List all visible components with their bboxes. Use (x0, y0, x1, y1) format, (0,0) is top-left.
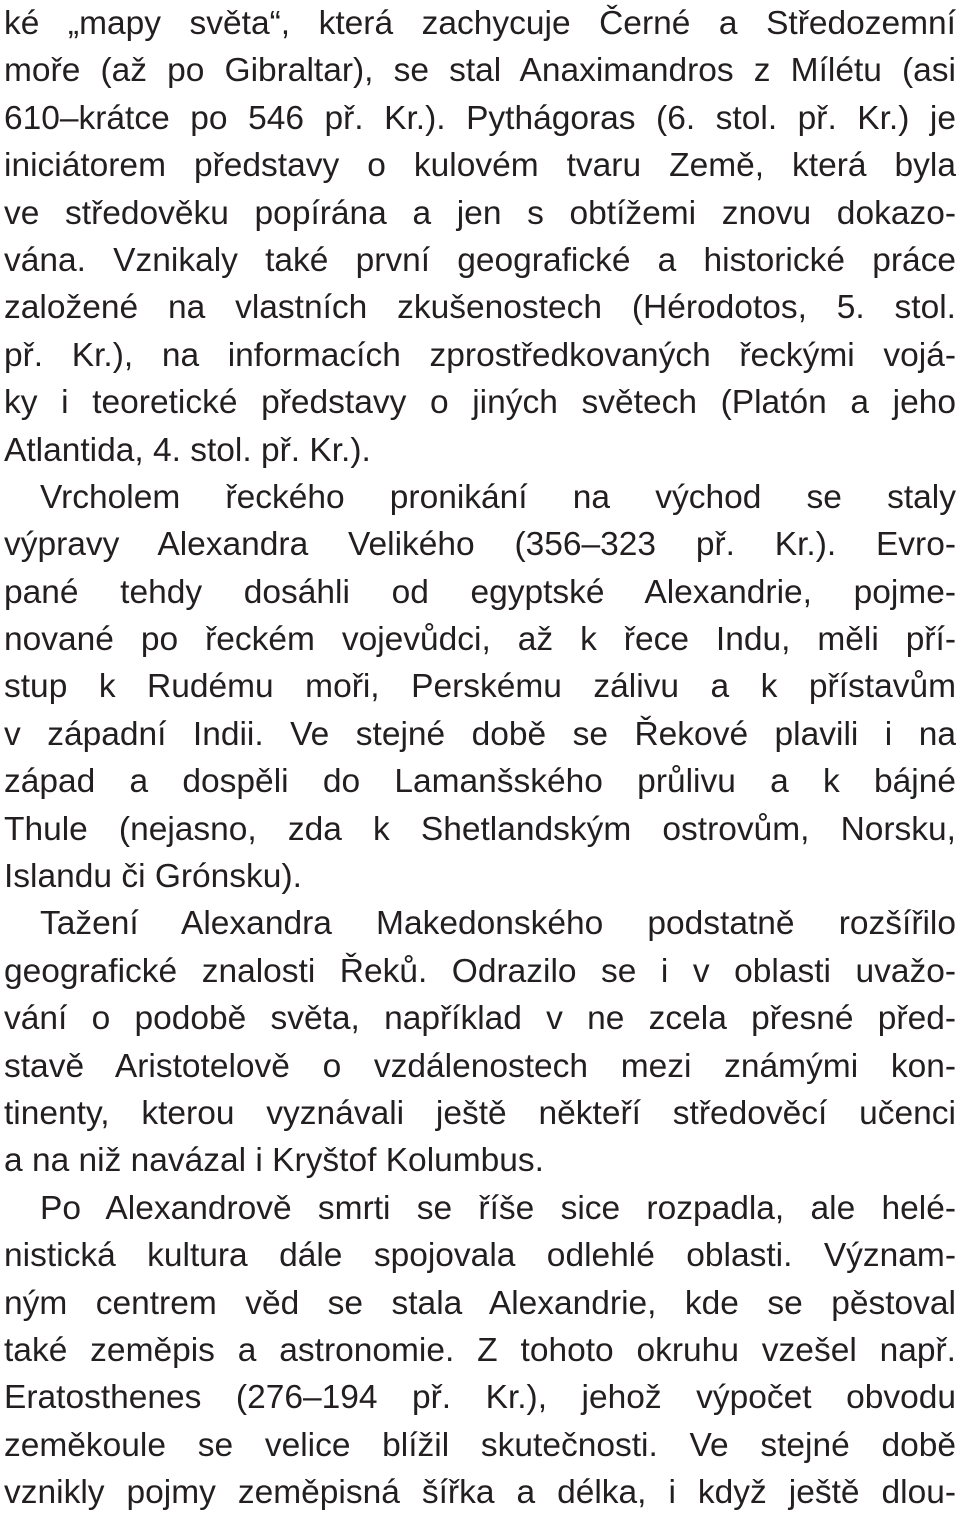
paragraph (4, 1185, 956, 1517)
text-line: Atlantida, 4. stol. př. Kr.). (4, 431, 371, 469)
text-line: vána. Vznikaly také první geografické a historické práce (4, 241, 956, 279)
text-line: v západní Indii. Ve stejné době se Řekové plavili i na (4, 715, 956, 753)
text-line: tinenty, kterou vyznávali ještě někteří středověcí učenci (4, 1094, 956, 1132)
paragraph (4, 474, 956, 901)
text-line: iniciátorem představy o kulovém tvaru Země, která byla (4, 147, 956, 185)
text-line: nistická kultura dále spojovala odlehlé oblasti. Význam- (4, 1237, 956, 1275)
text-line: ky i teoretické představy o jiných světech (Platón a jeho (4, 384, 956, 422)
text-line: geografické znalosti Řeků. Odrazilo se i v oblasti uvažo- (4, 952, 956, 990)
paragraph (4, 0, 956, 474)
text-line: také zeměpis a astronomie. Z tohoto okruhu vzešel např. (4, 1331, 956, 1369)
paragraph (4, 900, 956, 1184)
text-line: Po Alexandrově smrti se říše sice rozpadla, ale helé- (40, 1189, 956, 1227)
text-line: stup k Rudému moři, Perskému zálivu a k přístavům (4, 668, 956, 706)
text-line: zeměkoule se velice blížil skutečnosti. Ve stejné době (4, 1426, 956, 1464)
text-line: a na niž navázal i Kryštof Kolumbus. (4, 1142, 544, 1180)
text-line: ve středověku popírána a jen s obtížemi znovu dokazo- (4, 194, 956, 232)
text-line: vznikly pojmy zeměpisná šířka a délka, i když ještě dlou- (4, 1474, 956, 1512)
text-line: ným centrem věd se stala Alexandrie, kde se pěstoval (4, 1284, 956, 1322)
text-line: západ a dospěli do Lamanšského průlivu a k bájné (4, 763, 956, 801)
text-line: založené na vlastních zkušenostech (Hérodotos, 5. stol. (4, 289, 956, 327)
text-line: vání o podobě světa, například v ne zcela přesné před- (4, 1000, 956, 1038)
text-line: výpravy Alexandra Velikého (356–323 př. Kr.). Evro- (4, 526, 956, 564)
text-line: 610–krátce po 546 př. Kr.). Pythágoras (6. stol. př. Kr.) je (4, 99, 956, 137)
text-line: nované po řeckém vojevůdci, až k řece Indu, měli pří- (4, 621, 956, 659)
text-line: Islandu či Grónsku). (4, 858, 302, 896)
text-line: př. Kr.), na informacích zprostředkovaných řeckými vojá- (4, 336, 956, 374)
text-line: moře (až po Gibraltar), se stal Anaximandros z Mílétu (asi (4, 52, 956, 90)
text-line: Vrcholem řeckého pronikání na východ se staly (40, 478, 956, 516)
text-line: pané tehdy dosáhli od egyptské Alexandrie, pojme- (4, 573, 956, 611)
text-line: ké „mapy světa“, která zachycuje Černé a Středozemní (4, 5, 956, 42)
text-line: Eratosthenes (276–194 př. Kr.), jehož výpočet obvodu (4, 1379, 956, 1417)
text-line: stavě Aristotelově o vzdálenostech mezi známými kon- (4, 1047, 956, 1085)
text-line: Thule (nejasno, zda k Shetlandským ostrovům, Norsku, (4, 810, 956, 848)
text-line: Tažení Alexandra Makedonského podstatně rozšířilo (40, 905, 956, 943)
